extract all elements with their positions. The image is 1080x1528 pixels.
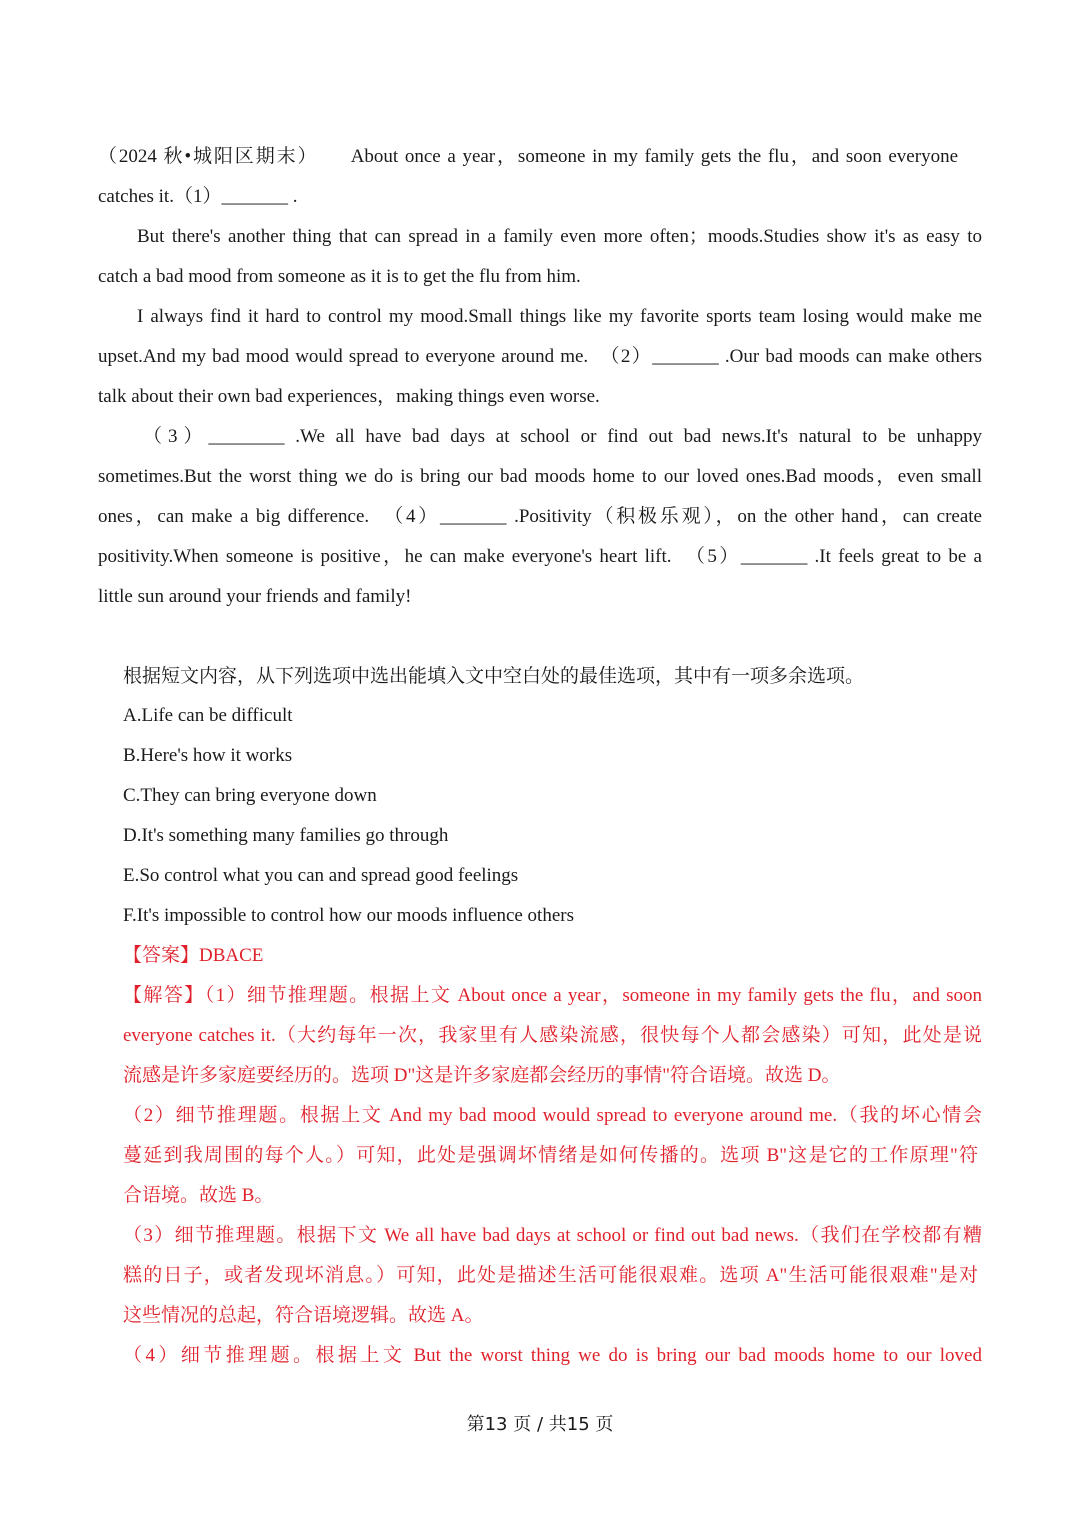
explanation-line: 流感是许多家庭要经历的。选项 D"这是许多家庭都会经历的事情"符合语境。故选 D。	[123, 1065, 841, 1086]
option-item: D.It's something many families go through	[123, 825, 449, 846]
question-instruction: 根据短文内容，从下列选项中选出能填入文中空白处的最佳选项，其中有一项多余选项。	[123, 665, 865, 687]
option-item: F.It's impossible to control how our moods influence others	[123, 905, 574, 926]
page-number: 第13 页 / 共15 页	[466, 1414, 614, 1435]
passage-line: （3）________ .We all have bad days at school or find out bad news.It's natural to be unhappy	[143, 426, 982, 447]
passage-line: catches it.（1）_______ .	[98, 186, 298, 207]
passage-line: sometimes.But the worst thing we do is bring our bad moods home to our loved ones.Bad moods，even small	[98, 466, 982, 487]
explanation-line: （4）细节推理题。根据上文 But the worst thing we do is bring our bad moods home to our loved	[123, 1345, 982, 1366]
option-item: A.Life can be difficult	[123, 705, 293, 726]
passage-line: positivity.When someone is positive，he can make everyone's heart lift. （5）_______ .It feels great to be a	[98, 546, 982, 567]
passage-line: （2024 秋•城阳区期末） About once a year，someone in my family gets the flu，and soon everyone	[98, 146, 958, 167]
explanation-line: （3）细节推理题。根据下文 We all have bad days at school or find out bad news.（我们在学校都有糟	[123, 1225, 982, 1246]
passage-line: But there's another thing that can spread in a family even more often；moods.Studies show it's as easy to	[137, 226, 982, 247]
passage-line: upset.And my bad mood would spread to everyone around me. （2）_______ .Our bad moods can make others	[98, 346, 982, 367]
passage-line: catch a bad mood from someone as it is to get the flu from him.	[98, 266, 581, 287]
explanation-line: everyone catches it.（大约每年一次，我家里有人感染流感，很快每个人都会感染）可知，此处是说	[123, 1025, 982, 1046]
answer-line: 【答案】DBACE	[123, 945, 264, 966]
passage-line: little sun around your friends and family!	[98, 586, 412, 607]
explanation-line: （2）细节推理题。根据上文 And my bad mood would spread to everyone around me.（我的坏心情会	[123, 1105, 982, 1126]
explanation-line: 【解答】（1）细节推理题。根据上文 About once a year，someone in my family gets the flu，and soon	[123, 985, 982, 1006]
option-item: B.Here's how it works	[123, 745, 293, 766]
option-item: E.So control what you can and spread good feelings	[123, 865, 519, 886]
passage-line: I always find it hard to control my mood.Small things like my favorite sports team losing would make me	[137, 306, 982, 327]
option-item: C.They can bring everyone down	[123, 785, 377, 806]
passage-line: ones，can make a big difference. （4）_______ .Positivity（积极乐观），on the other hand，can create	[98, 506, 982, 527]
explanation-line: 糕的日子，或者发现坏消息。）可知，此处是描述生活可能很艰难。选项 A"生活可能很艰难"是对	[123, 1265, 978, 1286]
passage-line: talk about their own bad experiences，making things even worse.	[98, 386, 600, 407]
explanation-line: 蔓延到我周围的每个人。）可知，此处是强调坏情绪是如何传播的。选项 B"这是它的工作原理"符	[123, 1145, 978, 1166]
explanation-line: 这些情况的总起，符合语境逻辑。故选 A。	[123, 1305, 484, 1326]
explanation-line: 合语境。故选 B。	[123, 1185, 274, 1206]
